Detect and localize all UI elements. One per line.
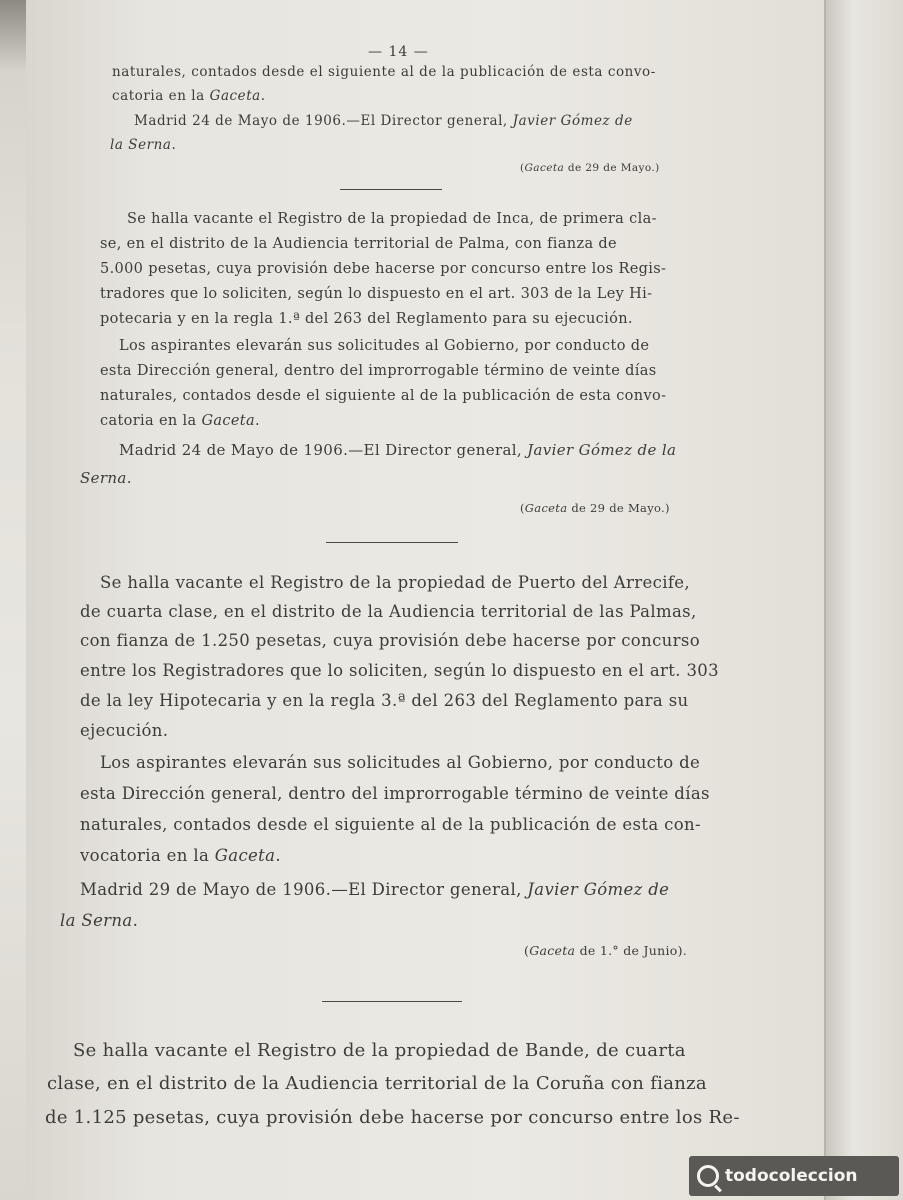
block1-line2-end: . — [260, 88, 266, 104]
block3-gaceta: Gaceta — [214, 846, 276, 865]
block2-line4: potecaria y en la regla 1.ª del 263 del Reglamento para su ejecución. — [100, 311, 633, 327]
block1-sign-text: Madrid 24 de Mayo de 1906.—El Director general, — [134, 113, 513, 129]
block3-line7: esta Dirección general, dentro del improrrogable término de veinte días — [80, 784, 710, 803]
block3-signature-a — [80, 882, 669, 899]
block2-last-text: catoria en la — [100, 413, 202, 429]
block2-sign-text: Madrid 24 de Mayo de 1906.—El Director general, — [119, 441, 528, 459]
block2-source: (Gaceta de 29 de Mayo.) — [520, 501, 670, 515]
block3-line0: Se halla vacante el Registro de la propiedad de Puerto del Arrecife, — [100, 573, 691, 592]
block3-line9 — [80, 848, 281, 865]
page-number: — 14 — — [368, 44, 429, 60]
block4-line1: clase, en el distrito de la Audiencia territorial de la Coruña con fianza — [47, 1073, 707, 1094]
block4-line2: de 1.125 pesetas, cuya provisión debe hacerse por concurso entre los Re- — [45, 1107, 740, 1128]
magnifier-icon — [697, 1165, 719, 1187]
block1-line2 — [112, 90, 266, 104]
block3-line6: Los aspirantes elevarán sus solicitudes al Gobierno, por conducto de — [100, 753, 701, 772]
block3-last-end: . — [275, 846, 281, 865]
left-page — [26, 0, 826, 1200]
block1-signature-b — [110, 139, 176, 153]
block2-line7: naturales, contados desde el siguiente al de la publicación de esta convo- — [100, 388, 667, 404]
block1-sign-end: . — [171, 137, 177, 153]
block2-source-gaceta: Gaceta — [524, 501, 568, 515]
block2-signature-a — [119, 443, 676, 458]
block3-sign-name-end: la Serna — [60, 911, 133, 930]
block2-line6: esta Dirección general, dentro del improrrogable término de veinte días — [100, 363, 657, 379]
block3-line3: entre los Registradores que lo soliciten, según lo dispuesto en el art. 303 — [80, 661, 719, 680]
block3-sign-end: . — [132, 911, 139, 930]
block1-source: (Gaceta de 29 de Mayo.) — [520, 162, 660, 174]
block2-line5: Los aspirantes elevarán sus solicitudes al Gobierno, por conducto de — [119, 338, 650, 354]
block2-line2: 5.000 pesetas, cuya provisión debe hacerse por concurso entre los Regis- — [100, 261, 667, 277]
block3-line1: de cuarta clase, en el distrito de la Audiencia territorial de las Palmas, — [80, 602, 697, 621]
block3-line5: ejecución. — [80, 721, 169, 740]
separator-3 — [322, 1001, 462, 1002]
block2-sign-name: Javier Gómez de la — [527, 441, 677, 459]
right-page-edge — [824, 0, 903, 1200]
block3-signature-b — [60, 913, 138, 930]
block1-source-rest: de 29 de Mayo.) — [564, 162, 660, 174]
block3-sign-name: Javier Gómez de — [527, 880, 670, 899]
block2-source-rest: de 29 de Mayo.) — [567, 501, 670, 515]
block1-source-gaceta: Gaceta — [524, 162, 565, 174]
block1-sign-name-end: la Serna — [110, 137, 172, 153]
block1-gaceta: Gaceta — [209, 88, 261, 104]
block2-signature-b — [80, 471, 132, 486]
block4-line0: Se halla vacante el Registro de la propiedad de Bande, de cuarta — [73, 1040, 686, 1061]
block1-line1: naturales, contados desde el siguiente al de la publicación de esta convo- — [112, 64, 656, 80]
watermark-text: todocoleccion — [725, 1166, 858, 1186]
separator-2 — [326, 542, 458, 543]
separator-1 — [340, 189, 442, 190]
block2-line0: Se halla vacante el Registro de la propiedad de Inca, de primera cla- — [127, 211, 657, 227]
block2-last-end: . — [254, 413, 260, 429]
block3-source-rest: de 1.° de Junio). — [575, 943, 688, 958]
block3-line2: con fianza de 1.250 pesetas, cuya provisión debe hacerse por concurso — [80, 631, 700, 650]
block1-signature-a — [134, 115, 633, 129]
block1-line2-text: catoria en la — [112, 88, 210, 104]
block3-source: (Gaceta de 1.° de Junio). — [524, 943, 688, 958]
block1-sign-name: Javier Gómez de — [512, 113, 633, 129]
block3-line8: naturales, contados desde el siguiente al de la publicación de esta con- — [80, 815, 701, 834]
block2-sign-name-end: Serna — [80, 469, 127, 487]
block3-sign-text: Madrid 29 de Mayo de 1906.—El Director general, — [80, 880, 528, 899]
block2-line1: se, en el distrito de la Audiencia territorial de Palma, con fianza de — [100, 236, 617, 252]
block3-last-text: vocatoria en la — [80, 846, 215, 865]
block2-line8 — [100, 414, 260, 429]
block3-line4: de la ley Hipotecaria y en la regla 3.ª del 263 del Reglamento para su — [80, 691, 689, 710]
block2-line3: tradores que lo soliciten, según lo dispuesto en el art. 303 de la Ley Hi- — [100, 286, 653, 302]
block3-source-gaceta: Gaceta — [529, 943, 576, 958]
watermark-badge — [689, 1156, 899, 1196]
block2-gaceta: Gaceta — [201, 413, 255, 429]
block2-sign-end: . — [126, 469, 132, 487]
